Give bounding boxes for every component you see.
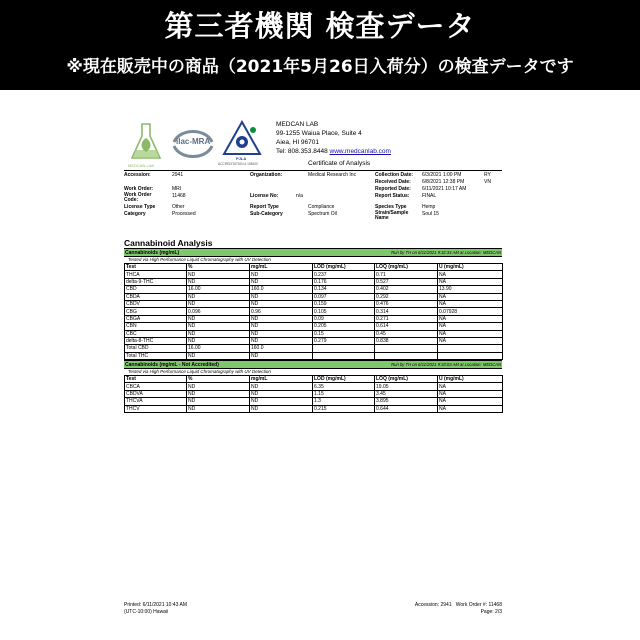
results-table-accredited xyxy=(124,263,503,360)
table-cell: 0.205 xyxy=(313,323,375,330)
strain-value: Soul 15 xyxy=(422,211,439,217)
table-cell: 19.05 xyxy=(375,383,438,390)
method-note: Tested via High Performance Liquid Chromatography with UV Detection xyxy=(128,257,271,262)
table-cell: CBG xyxy=(125,308,187,315)
section-title: Cannabinoid Analysis xyxy=(124,238,213,248)
table-row xyxy=(125,315,503,322)
results-table-not-accredited xyxy=(124,375,503,413)
table-cell: 13.90 xyxy=(438,286,503,293)
lab-contact xyxy=(276,120,391,156)
page-number: Page: 2/3 xyxy=(480,609,502,615)
organization-label: Organization: xyxy=(250,172,283,178)
report-status-value: FINAL xyxy=(422,193,437,199)
table-row xyxy=(125,293,503,300)
lab-contact-line xyxy=(276,147,391,156)
work-order-code-value: 11468 xyxy=(172,193,186,199)
table-cell: ND xyxy=(187,300,250,307)
table-cell: ND xyxy=(187,390,250,397)
table-cell: CBDVA xyxy=(125,390,187,397)
reported-date-value: 6/11/2021 10:17 AM xyxy=(422,186,467,192)
table-cell: 16.00 xyxy=(187,345,250,352)
table-cell: CBGA xyxy=(125,315,187,322)
table-cell: CBD xyxy=(125,286,187,293)
table-row xyxy=(125,286,503,293)
medcan-flask-logo xyxy=(126,120,166,164)
method-note: Tested via High Performance Liquid Chromatography with UV Detection xyxy=(128,369,271,375)
table-cell: ND xyxy=(187,271,250,278)
table-cell xyxy=(438,352,503,359)
bar-label: Cannabinoids (mg/mL) xyxy=(125,249,180,256)
logo-row xyxy=(124,118,274,170)
table-cell: 0.527 xyxy=(375,278,438,285)
col-header: LOD (mg/mL) xyxy=(313,264,375,271)
table-cell: 0.644 xyxy=(375,405,438,412)
table-cell: ND xyxy=(250,278,313,285)
col-header: % xyxy=(187,376,250,383)
table-header-row xyxy=(125,264,503,271)
col-header: U (mg/mL) xyxy=(438,376,503,383)
medcan-logo-text: MEDCAN LAB xyxy=(128,163,155,168)
table-cell: CBCA xyxy=(125,383,187,390)
table-cell: delta-8-THC xyxy=(125,337,187,344)
table-cell: 0.45 xyxy=(375,330,438,337)
coa-title: Certificate of Analysis xyxy=(308,160,371,167)
strain-label: Strain/Sample Name xyxy=(375,210,409,221)
table-cell: ND xyxy=(250,405,313,412)
accession-value: 2941 xyxy=(172,172,184,178)
table-cell: ND xyxy=(187,278,250,285)
col-header: U (mg/mL) xyxy=(438,264,503,271)
sample-info xyxy=(124,170,502,221)
table-cell: NA xyxy=(438,323,503,330)
table-cell: 0.176 xyxy=(313,278,375,285)
table-cell: ND xyxy=(187,337,250,344)
table-header-row xyxy=(125,376,503,383)
collection-date-label: Collection Date: xyxy=(375,172,414,178)
table-cell: 0.096 xyxy=(187,308,250,315)
col-header: Test xyxy=(125,376,187,383)
category-value: Processed xyxy=(172,211,196,217)
report-type-label: Report Type xyxy=(250,204,279,210)
table-cell: 0.09 xyxy=(313,315,375,322)
table-row xyxy=(125,352,503,359)
table-cell: 160.0 xyxy=(250,345,313,352)
lab-address-line2: Aiea, HI 96701 xyxy=(276,139,320,146)
table-cell: ND xyxy=(250,352,313,359)
table-cell: ND xyxy=(187,398,250,405)
table-cell: ND xyxy=(187,383,250,390)
license-no-value: n/a xyxy=(296,193,303,199)
table-row xyxy=(125,337,503,344)
table-cell: NA xyxy=(438,337,503,344)
report-status-label: Report Status: xyxy=(375,193,410,199)
pjla-logo xyxy=(222,120,262,158)
table-cell xyxy=(313,345,375,352)
table-cell xyxy=(375,345,438,352)
table-row xyxy=(125,323,503,330)
cannabinoid-analysis-section xyxy=(124,238,502,413)
pjla-accreditation-text: ACCREDITATION # 108400 xyxy=(218,162,258,166)
table-cell: 6.35 xyxy=(313,383,375,390)
table-cell: NA xyxy=(438,278,503,285)
table-row xyxy=(125,405,503,412)
bar-run-info: Run by TH on 6/11/2021 9:33:03 AM at Location: MEDCAN xyxy=(391,361,501,367)
table-cell: 0.279 xyxy=(313,337,375,344)
table-cell: 0.15 xyxy=(313,330,375,337)
received-date-label: Received Date: xyxy=(375,179,411,185)
table-cell: ND xyxy=(250,383,313,390)
lab-name: MEDCAN LAB xyxy=(276,121,319,128)
species-type-value: Hemp xyxy=(422,204,436,210)
table-cell: 0.097 xyxy=(313,293,375,300)
col-header: Test xyxy=(125,264,187,271)
species-type-label: Species Type xyxy=(375,204,407,210)
table-cell: NA xyxy=(438,390,503,397)
table-cell: NA xyxy=(438,271,503,278)
results-bar-accredited xyxy=(124,248,502,257)
table-cell: 0.159 xyxy=(313,300,375,307)
received-code: VN xyxy=(484,179,491,185)
col-header: LOQ (mg/mL) xyxy=(375,264,438,271)
timezone: (UTC-10:00) Hawaii xyxy=(124,609,169,615)
table-row xyxy=(125,278,503,285)
table-cell: ND xyxy=(187,330,250,337)
category-label: Category xyxy=(124,211,146,217)
col-header: LOD (mg/mL) xyxy=(313,376,375,383)
table-cell xyxy=(313,352,375,359)
table-row xyxy=(125,308,503,315)
table-cell: 0.105 xyxy=(313,308,375,315)
table-cell: CBC xyxy=(125,330,187,337)
table-cell: NA xyxy=(438,300,503,307)
col-header: mg/mL xyxy=(250,376,313,383)
table-row xyxy=(125,398,503,405)
table-cell: 0.07928 xyxy=(438,308,503,315)
banner-title: 第三者機関 検査データ xyxy=(164,9,476,43)
lab-tel: Tel: 808.353.8448 xyxy=(276,148,328,155)
collection-date-value: 6/3/2021 1:00 PM xyxy=(422,172,462,178)
license-no-label: License No: xyxy=(250,193,279,199)
table-cell: THCV xyxy=(125,405,187,412)
banner-subtitle: ※現在販売中の商品（2021年5月26日入荷分）の検査データです xyxy=(66,57,574,77)
table-cell: 1.3 xyxy=(313,398,375,405)
table-cell: ND xyxy=(250,315,313,322)
table-cell: NA xyxy=(438,398,503,405)
table-cell: ND xyxy=(187,352,250,359)
table-cell: ND xyxy=(250,293,313,300)
table-cell: ND xyxy=(250,271,313,278)
table-cell: ND xyxy=(250,398,313,405)
table-cell: CBDV xyxy=(125,300,187,307)
table-cell: ND xyxy=(187,323,250,330)
work-order-code-label: Work Order Code: xyxy=(124,192,152,203)
table-cell: CBN xyxy=(125,323,187,330)
table-cell: 0.237 xyxy=(313,271,375,278)
table-cell: 0.838 xyxy=(375,337,438,344)
table-cell: ND xyxy=(187,405,250,412)
received-date-value: 6/8/2021 12:38 PM xyxy=(422,179,465,185)
table-cell: NA xyxy=(438,315,503,322)
table-cell: 0.71 xyxy=(375,271,438,278)
table-row xyxy=(125,390,503,397)
bar-run-info: Run by TH on 6/11/2021 9:32:34 AM at Location: MEDCAN xyxy=(391,249,501,255)
table-cell: THCA xyxy=(125,271,187,278)
work-order-label: Work Order: xyxy=(124,186,154,192)
table-cell: ND xyxy=(250,330,313,337)
table-row xyxy=(125,300,503,307)
table-cell: 16.00 xyxy=(187,286,250,293)
table-cell: 0.314 xyxy=(375,308,438,315)
report-type-value: Compliance xyxy=(308,204,335,210)
table-cell xyxy=(375,352,438,359)
col-header: LOQ (mg/mL) xyxy=(375,376,438,383)
table-cell: delta-9-THC xyxy=(125,278,187,285)
table-cell: NA xyxy=(438,383,503,390)
printed-date: Printed: 6/11/2021 10:43 AM xyxy=(124,602,188,608)
license-type-label: License Type xyxy=(124,204,156,210)
bar-label: Cannabinoids (mg/mL - Not Accredited) xyxy=(125,361,219,368)
lab-address-line1: 99-1255 Waiua Place, Suite 4 xyxy=(276,130,362,137)
table-cell: ND xyxy=(250,337,313,344)
lab-website-link[interactable]: www.medcanlab.com xyxy=(329,148,391,155)
table-cell: ND xyxy=(187,293,250,300)
table-row xyxy=(125,330,503,337)
table-cell: NA xyxy=(438,330,503,337)
table-cell: 0.476 xyxy=(375,300,438,307)
work-order-value: MRI xyxy=(172,186,182,192)
table-cell: NA xyxy=(438,405,503,412)
license-type-value: Other xyxy=(172,204,185,210)
header-banner xyxy=(0,0,640,90)
table-cell: 160.0 xyxy=(250,286,313,293)
organization-value: Medical Research Inc xyxy=(308,172,357,178)
table-cell: ND xyxy=(250,390,313,397)
col-header: mg/mL xyxy=(250,264,313,271)
pjla-logo-text: PJLA xyxy=(236,156,247,161)
table-cell: ND xyxy=(250,323,313,330)
collection-code: RY xyxy=(484,172,491,178)
table-cell: 0.96 xyxy=(250,308,313,315)
table-cell: 0.134 xyxy=(313,286,375,293)
table-cell: 0.292 xyxy=(375,293,438,300)
table-cell: Total THC xyxy=(125,352,187,359)
table-cell: 0.614 xyxy=(375,323,438,330)
subcategory-label: Sub-Category xyxy=(250,211,283,217)
accession-label: Accession: xyxy=(124,172,151,178)
table-cell xyxy=(438,345,503,352)
table-cell: 0.215 xyxy=(313,405,375,412)
table-cell: Total CBD xyxy=(125,345,187,352)
table-cell: CBDA xyxy=(125,293,187,300)
results-bar-not-accredited xyxy=(124,360,502,369)
table-cell: 3.45 xyxy=(375,390,438,397)
table-cell: 0.402 xyxy=(375,286,438,293)
table-row xyxy=(125,345,503,352)
table-cell: 0.271 xyxy=(375,315,438,322)
table-cell: ND xyxy=(250,300,313,307)
ilac-logo-text: ilac-MRA xyxy=(176,137,211,146)
table-cell: 3.895 xyxy=(375,398,438,405)
table-cell: 1.15 xyxy=(313,390,375,397)
footer-ids: Accession: 2941 Work Order #: 11468 xyxy=(414,602,502,608)
table-row xyxy=(125,271,503,278)
reported-date-label: Reported Date: xyxy=(375,186,411,192)
table-cell: THCVA xyxy=(125,398,187,405)
col-header: % xyxy=(187,264,250,271)
table-row xyxy=(125,383,503,390)
table-cell: ND xyxy=(187,315,250,322)
subcategory-value: Spectrum Oil xyxy=(308,211,337,217)
table-cell: NA xyxy=(438,293,503,300)
